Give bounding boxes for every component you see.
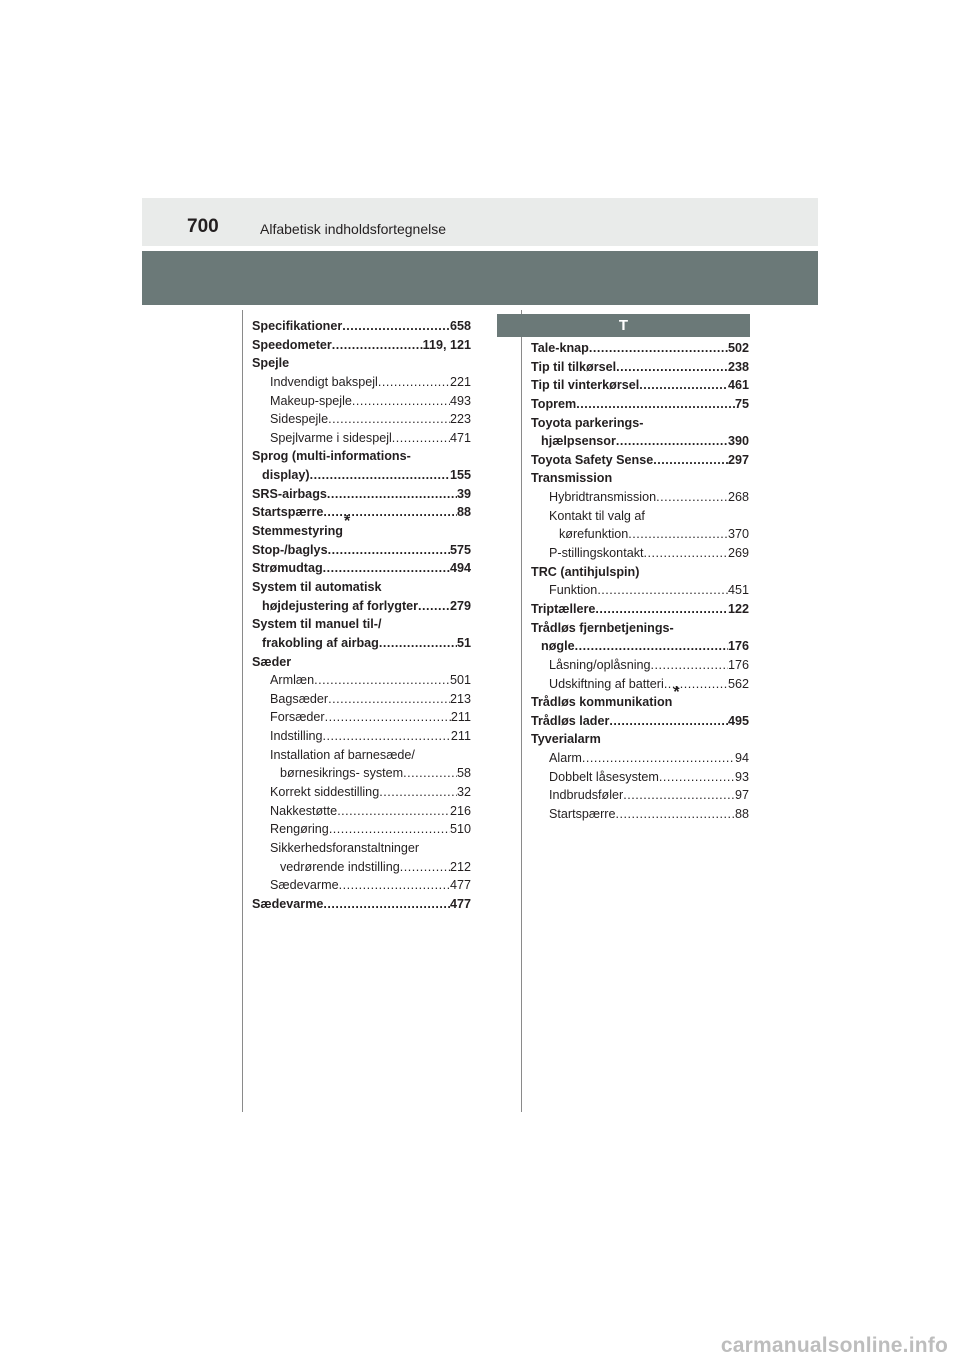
index-entry-term: Rengøring [270, 822, 329, 837]
dot-leader [327, 485, 457, 504]
dot-leader [332, 336, 423, 355]
dot-leader [659, 768, 735, 787]
index-entry [252, 802, 471, 821]
index-entry [531, 525, 749, 544]
index-entry [531, 339, 749, 358]
dot-leader [582, 749, 735, 768]
index-entry-page: 471 [449, 430, 471, 445]
index-entry-term: Sædevarme [252, 896, 324, 911]
dot-leader [589, 339, 728, 358]
index-entry [252, 764, 471, 783]
dot-leader [325, 708, 451, 727]
index-entry [252, 559, 471, 578]
index-entry-page: 32 [456, 785, 471, 800]
index-entry [252, 653, 471, 672]
footnote-star: * [344, 513, 351, 531]
index-entry [531, 786, 749, 805]
page-title: Alfabetisk indholdsfortegnelse [260, 221, 447, 237]
index-entry-term: Sikkerhedsforanstaltninger [270, 840, 420, 855]
dot-leader [595, 600, 728, 619]
index-entry-page: 477 [449, 896, 471, 911]
index-entry-term: Hybridtransmission [549, 490, 657, 505]
dot-leader [623, 786, 735, 805]
index-entry-term: Trådløs lader [531, 713, 610, 728]
index-entry [531, 469, 749, 488]
index-entry-term: Indbrudsføler [549, 788, 624, 803]
index-entry [252, 708, 471, 727]
index-entry [252, 336, 471, 355]
index-entry-page: 211 [450, 729, 471, 744]
index-entry-term: SRS-airbags [252, 486, 327, 501]
dot-leader [616, 432, 728, 451]
index-entry [531, 730, 749, 749]
index-entry-term: Spejlvarme i sidespejl [270, 430, 392, 445]
index-entry-page: 238 [727, 359, 749, 374]
dot-leader [597, 581, 728, 600]
index-entry-term: børnesikrings- system [280, 766, 404, 781]
index-entry [531, 563, 749, 582]
index-entry-term: System til automatisk [252, 579, 382, 594]
index-entry [252, 820, 471, 839]
index-entry [531, 712, 749, 731]
dot-leader [400, 858, 450, 877]
index-entry-term: Specifikationer [252, 319, 343, 333]
index-column-left [252, 317, 471, 914]
index-entry [531, 507, 749, 526]
index-entry-term: vedrørende indstilling [280, 859, 400, 874]
index-entry [252, 858, 471, 877]
index-entry-page: 269 [727, 546, 749, 561]
index-entry-term: Bagsæder [270, 691, 329, 706]
index-entry-term: Indstilling [270, 729, 323, 744]
index-entry [252, 373, 471, 392]
index-entry-term: Sædevarme [270, 878, 339, 893]
index-entry-term: Stemmestyring [252, 524, 343, 539]
index-entry-term: kørefunktion [559, 527, 629, 542]
index-entry [531, 805, 749, 824]
dot-leader [310, 466, 450, 485]
index-entry [252, 783, 471, 802]
index-entry [531, 376, 749, 395]
index-entry-term: Sprog (multi-informations- [252, 449, 411, 464]
dot-leader [628, 525, 728, 544]
index-entry-term: Tip til vinterkørsel [531, 378, 640, 393]
dot-leader [616, 358, 728, 377]
index-entry-page: 451 [727, 583, 749, 598]
index-entry-term: Indvendigt bakspejl [270, 374, 378, 389]
index-entry-term: Alarm [549, 751, 582, 766]
index-entry-page: 97 [734, 788, 749, 803]
page-number: 700 [187, 216, 219, 237]
dot-leader [575, 637, 728, 656]
index-entry [252, 895, 471, 914]
index-entry-page: 213 [449, 691, 471, 706]
index-entry-term: Forsæder [270, 710, 325, 725]
index-entry-term: Udskiftning af batteri [549, 676, 664, 691]
index-entry-term: display) [262, 468, 310, 483]
index-entry [531, 619, 749, 638]
index-entry-term: Armlæn [270, 673, 315, 688]
dot-leader [651, 656, 728, 675]
index-entry-term: Stop-/baglys [252, 542, 328, 557]
index-entry [252, 634, 471, 653]
dot-leader [339, 876, 450, 895]
dot-leader [653, 451, 728, 470]
index-entry [252, 839, 471, 858]
index-entry-term: Tale-knap [531, 341, 589, 355]
index-entry [252, 615, 471, 634]
header-band [142, 198, 818, 246]
index-entry-page: 223 [449, 412, 471, 427]
index-entry-term: Toyota parkerings- [531, 415, 644, 430]
dot-leader [352, 392, 450, 411]
index-entry-term: hjælpsensor [541, 434, 616, 449]
index-entry-page: 94 [734, 751, 749, 766]
index-entry [531, 656, 749, 675]
index-entry-page: 88 [734, 807, 749, 822]
index-entry-term: højdejustering af forlygter [262, 598, 419, 613]
footnote-star: * [673, 684, 680, 702]
index-entry-term: Sæder [252, 654, 292, 669]
index-entry [531, 675, 749, 694]
index-entry-term: Trådløs kommunikation [531, 695, 673, 710]
index-entry-page: 39 [456, 486, 471, 501]
right-column-rule [521, 310, 522, 1112]
dot-leader [609, 712, 728, 731]
index-column-right [531, 339, 749, 824]
dot-leader [418, 597, 450, 616]
index-entry-term: Dobbelt låsesystem [549, 769, 659, 784]
index-entry-page: 279 [449, 598, 471, 613]
index-entry-term: Låsning/oplåsning [549, 657, 651, 672]
index-entry-term: Spejle [252, 356, 290, 371]
index-entry-term: frakobling af airbag [262, 635, 379, 650]
dot-leader [342, 317, 450, 336]
dot-leader [323, 559, 450, 578]
index-entry-page: 477 [449, 878, 471, 893]
index-entry [252, 392, 471, 411]
index-entry-page: 502 [727, 341, 749, 355]
dot-leader [379, 634, 457, 653]
index-entry [252, 485, 471, 504]
index-entry-term: Installation af barnesæde/ [270, 747, 415, 762]
dot-leader [403, 764, 457, 783]
index-entry [252, 513, 471, 541]
index-entry-term: Toyota Safety Sense [531, 452, 654, 467]
dot-leader [329, 820, 450, 839]
index-entry [252, 317, 471, 336]
index-entry-term: Trådløs fjernbetjenings- [531, 620, 674, 635]
dot-leader [656, 488, 728, 507]
index-entry-page: 88 [456, 505, 471, 520]
index-entry-term: Toprem [531, 396, 577, 411]
index-entry-term: Sidespejle [270, 412, 329, 427]
index-entry-term: Tip til tilkørsel [531, 359, 617, 374]
index-entry-page: 461 [727, 378, 749, 393]
index-entry-page: 510 [449, 822, 471, 837]
dot-leader [644, 544, 728, 563]
index-entry [531, 684, 749, 712]
index-entry-term: Transmission [531, 471, 613, 486]
index-entry-term: Nakkestøtte [270, 803, 338, 818]
index-entry [252, 671, 471, 690]
dot-leader [323, 727, 451, 746]
index-entry [252, 876, 471, 895]
index-entry-page: 212 [449, 859, 471, 874]
index-entry-page: 370 [727, 527, 749, 542]
index-entry [252, 466, 471, 485]
index-entry [531, 414, 749, 433]
index-entry-page: 495 [727, 713, 749, 728]
index-entry-term: Speedometer [252, 337, 332, 352]
index-entry [252, 410, 471, 429]
left-column-rule [242, 310, 243, 1112]
index-entry [252, 727, 471, 746]
index-entry-page: 575 [449, 542, 471, 557]
index-entry [531, 488, 749, 507]
index-entry-term: Funktion [549, 583, 598, 598]
index-entry-page: 122 [727, 601, 749, 616]
index-entry-term: Tyverialarm [531, 732, 601, 747]
dot-leader [328, 410, 450, 429]
index-entry [531, 581, 749, 600]
section-letter-header: T [497, 314, 750, 337]
index-entry-page: 562 [727, 676, 749, 691]
index-entry-page: 155 [449, 468, 471, 483]
index-entry-term: Startspærre [549, 807, 616, 822]
index-entry-page: 268 [727, 490, 749, 505]
index-entry-term: Strømudtag [252, 561, 323, 576]
index-entry [252, 746, 471, 765]
index-entry-page: 176 [727, 657, 749, 672]
dot-leader [328, 690, 450, 709]
index-entry-page: 501 [449, 673, 471, 688]
index-entry-page: 216 [449, 803, 471, 818]
index-entry [252, 447, 471, 466]
index-entry [531, 451, 749, 470]
index-entry [252, 354, 471, 373]
dot-leader [323, 895, 450, 914]
watermark: carmanualsonline.info [720, 1334, 948, 1357]
index-entry-term: Korrekt siddestilling [270, 785, 380, 800]
index-entry-page: 494 [449, 561, 471, 576]
index-entry-page: 211 [450, 710, 471, 725]
index-entry [252, 690, 471, 709]
index-entry-page: 493 [449, 393, 471, 408]
index-entry-term: TRC (antihjulspin) [531, 564, 640, 579]
dot-leader [328, 541, 450, 560]
dot-leader [314, 671, 450, 690]
index-entry-page: 176 [727, 639, 749, 654]
index-entry-page: 75 [734, 396, 749, 411]
index-entry [531, 768, 749, 787]
index-entry-term: System til manuel til-/ [252, 617, 382, 632]
index-entry [531, 395, 749, 414]
index-entry-page: 58 [456, 766, 471, 781]
index-entry-term: nøgle [541, 639, 575, 654]
dot-leader [378, 373, 450, 392]
index-entry-page: 390 [727, 434, 749, 449]
index-entry [252, 503, 471, 522]
dot-leader [392, 429, 450, 448]
index-entry [252, 597, 471, 616]
index-entry-page: 221 [449, 374, 471, 389]
index-entry [531, 600, 749, 619]
index-entry-page: 297 [727, 452, 749, 467]
dot-leader [616, 805, 735, 824]
dot-leader [639, 376, 728, 395]
index-entry [531, 637, 749, 656]
dot-leader [576, 395, 735, 414]
dot-leader [379, 783, 457, 802]
index-entry [252, 578, 471, 597]
index-entry-term: Triptællere [531, 601, 596, 616]
index-entry-term: Kontakt til valg af [549, 508, 645, 523]
dot-leader [337, 802, 450, 821]
index-entry [531, 749, 749, 768]
index-entry [252, 429, 471, 448]
index-entry [531, 358, 749, 377]
index-entry [252, 541, 471, 560]
index-entry-term: Makeup-spejle [270, 393, 352, 408]
index-entry [531, 544, 749, 563]
section-banner [142, 251, 818, 305]
index-entry-page: 658 [449, 319, 471, 333]
index-entry-page: 93 [734, 769, 749, 784]
index-entry-page: 51 [456, 635, 471, 650]
index-entry-term: P-stillingskontakt [549, 546, 644, 561]
index-entry-page: 119, 121 [422, 337, 471, 352]
index-entry [531, 432, 749, 451]
index-entry-term: Startspærre [252, 505, 324, 520]
